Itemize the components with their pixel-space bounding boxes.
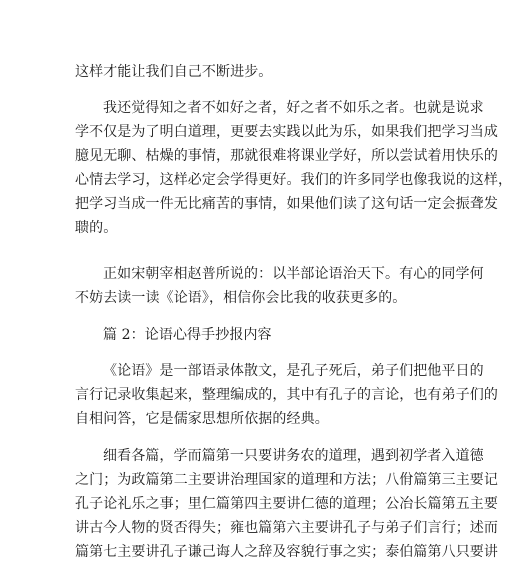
text-line: 细看各篇，学而篇第一只要讲务农的道理，遇到初学者入道德 [103,448,484,464]
heading-line: 篇 2：论语心得手抄报内容 [103,327,272,343]
paragraph-1 [75,60,443,84]
text-line: 心情去学习，这样必定会学得更好。我们的许多同学也像我说的这样， [75,172,512,188]
text-line: 臆见无聊、枯燥的事情，那就很难将课业学好，所以尝试着用快乐的 [75,148,498,164]
section-heading [75,323,443,347]
text-line: 不妨去读一读《论语》，相信你会比我的收获更多的。 [75,290,407,306]
text-line: 言行记录收集起来，整理编成的，其中有孔子的言论，也有弟子们的 [75,387,498,403]
paragraph-3 [75,262,484,310]
text-line: 聩的。 [75,220,118,236]
text-line: 学不仅是为了明白道理，更要去实践以此为乐，如果我们把学习当成 [75,124,498,140]
text-line: 我还觉得知之者不如好之者，好之者不如乐之者。也就是说求 [103,100,484,116]
text-line: 篇第七主要讲孔子谦己诲人之辞及容貌行事之实；泰伯篇第八只要讲 [75,544,498,560]
text-line: 之门；为政篇第二主要讲治理国家的道理和方法；八佾篇第三主要记 [75,472,498,488]
paragraph-4 [75,359,498,431]
text-line: 自相问答，它是儒家思想所依据的经典。 [75,411,329,427]
text-line: 把学习当成一件无比痛苦的事情，如果他们读了这句话一定会振聋发 [75,196,498,212]
text-line: 《论语》是一部语录体散文，是孔子死后，弟子们把他平日的 [103,363,484,379]
paragraph-2 [75,96,512,240]
text-line: 孔子论礼乐之事；里仁篇第四主要讲仁德的道理；公冶长篇第五主要 [75,496,498,512]
text-line: 讲古今人物的贤否得失；雍也篇第六主要讲孔子与弟子们言行；述而 [75,520,498,536]
text-line: 这样才能让我们自己不断进步。 [75,64,273,80]
text-line: 正如宋朝宰相赵普所说的：以半部论语治天下。有心的同学何 [103,266,484,282]
paragraph-5 [75,444,498,564]
